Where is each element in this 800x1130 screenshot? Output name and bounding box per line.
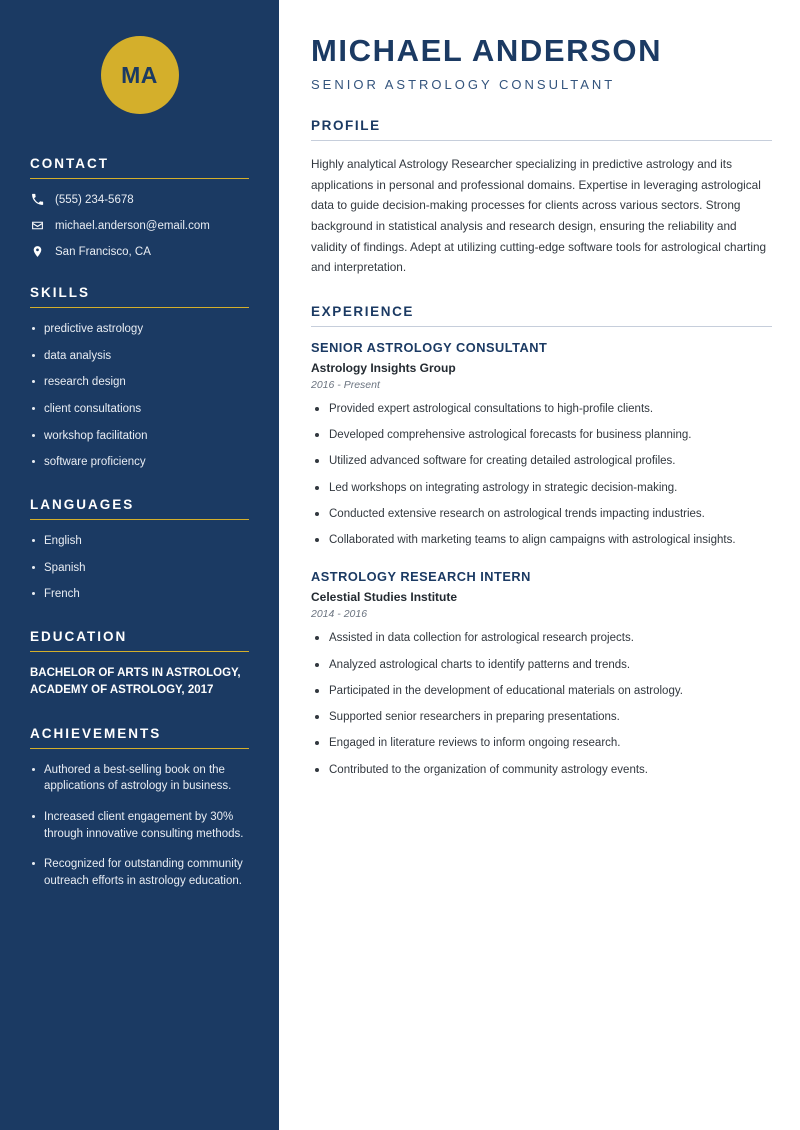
avatar: MA: [101, 36, 179, 114]
achievements-section-title: ACHIEVEMENTS: [30, 726, 249, 749]
location-icon: [30, 244, 45, 259]
list-item: Collaborated with marketing teams to align campaigns with astrological insights.: [311, 532, 772, 549]
list-item: Recognized for outstanding community outreach efforts in astrology education.: [30, 856, 249, 889]
list-item: Increased client engagement by 30% through innovative consulting methods.: [30, 809, 249, 842]
experience-section-title: EXPERIENCE: [311, 304, 772, 327]
languages-section-title: LANGUAGES: [30, 497, 249, 520]
main-content: [279, 0, 800, 1130]
list-item: Spanish: [30, 560, 249, 577]
contact-location[interactable]: [30, 244, 249, 259]
experience-company: Astrology Insights Group: [311, 360, 456, 375]
email-icon: [30, 218, 45, 233]
list-item: Led workshops on integrating astrology in strategic decision-making.: [311, 480, 772, 497]
contact-location-value: San Francisco, CA: [55, 245, 151, 258]
experience-dates: 2016 - Present: [311, 378, 380, 391]
experience-section: [311, 304, 772, 779]
list-item: Supported senior researchers in preparing presentations.: [311, 709, 772, 726]
list-item: English: [30, 533, 249, 550]
list-item: predictive astrology: [30, 321, 249, 338]
achievements-list: [30, 762, 249, 890]
contact-phone[interactable]: [30, 192, 249, 207]
list-item: Assisted in data collection for astrological research projects.: [311, 630, 772, 647]
contact-phone-value: (555) 234-5678: [55, 193, 134, 206]
education-degree-line1: BACHELOR OF ARTS IN ASTROLOGY,: [30, 667, 241, 680]
profile-text: Highly analytical Astrology Researcher specializing in predictive astrology and its applications in personal and professional domains. Expertise in leveraging astrological data to guide decision-making processes for clients across various sectors. Strong background in statistical analysis and research design, ensuring the reliability and validity of findings. Adept at utilizing cutting-edge software tools for astrological charting and interpretation.: [311, 157, 767, 275]
avatar-container: [30, 0, 249, 156]
education-degree-line2: ACADEMY OF ASTROLOGY, 2017: [30, 684, 214, 697]
list-item: French: [30, 586, 249, 603]
contact-section-title: CONTACT: [30, 156, 249, 179]
profile-section-title: PROFILE: [311, 118, 772, 141]
list-item: Conducted extensive research on astrological trends impacting industries.: [311, 506, 772, 523]
skills-section-title: SKILLS: [30, 285, 249, 308]
contact-email-value: michael.anderson@email.com: [55, 219, 210, 232]
skills-section: [30, 285, 249, 471]
experience-dates: 2014 - 2016: [311, 608, 368, 621]
list-item: workshop facilitation: [30, 428, 249, 445]
job-role-subtitle: SENIOR ASTROLOGY CONSULTANT: [311, 77, 616, 93]
profile-section: [311, 118, 772, 278]
achievements-section: [30, 726, 249, 890]
list-item: Provided expert astrological consultations to high-profile clients.: [311, 401, 772, 418]
list-item: research design: [30, 374, 249, 391]
experience-bullets: [311, 401, 772, 550]
list-item: Utilized advanced software for creating detailed astrological profiles.: [311, 453, 772, 470]
experience-bullets: [311, 630, 772, 779]
list-item: software proficiency: [30, 454, 249, 471]
languages-list: [30, 533, 249, 603]
list-item: Developed comprehensive astrological forecasts for business planning.: [311, 427, 772, 444]
experience-company: Celestial Studies Institute: [311, 590, 458, 605]
list-item: Analyzed astrological charts to identify patterns and trends.: [311, 657, 772, 674]
page-title: MICHAEL ANDERSON: [311, 33, 663, 68]
experience-entry: [311, 340, 772, 391]
contact-section: [30, 156, 249, 259]
contact-email[interactable]: [30, 218, 249, 233]
education-section: [30, 629, 249, 700]
sidebar: [0, 0, 279, 1130]
experience-title: ASTROLOGY RESEARCH INTERN: [311, 569, 531, 585]
education-section-title: EDUCATION: [30, 629, 249, 652]
list-item: Participated in the development of educational materials on astrology.: [311, 683, 772, 700]
experience-entry: [311, 569, 772, 620]
experience-title: SENIOR ASTROLOGY CONSULTANT: [311, 339, 548, 355]
list-item: Authored a best-selling book on the applications of astrology in business.: [30, 762, 249, 795]
list-item: Engaged in literature reviews to inform ongoing research.: [311, 735, 772, 752]
list-item: data analysis: [30, 348, 249, 365]
skills-list: [30, 321, 249, 471]
languages-section: [30, 497, 249, 603]
phone-icon: [30, 192, 45, 207]
list-item: client consultations: [30, 401, 249, 418]
list-item: Contributed to the organization of community astrology events.: [311, 762, 772, 779]
